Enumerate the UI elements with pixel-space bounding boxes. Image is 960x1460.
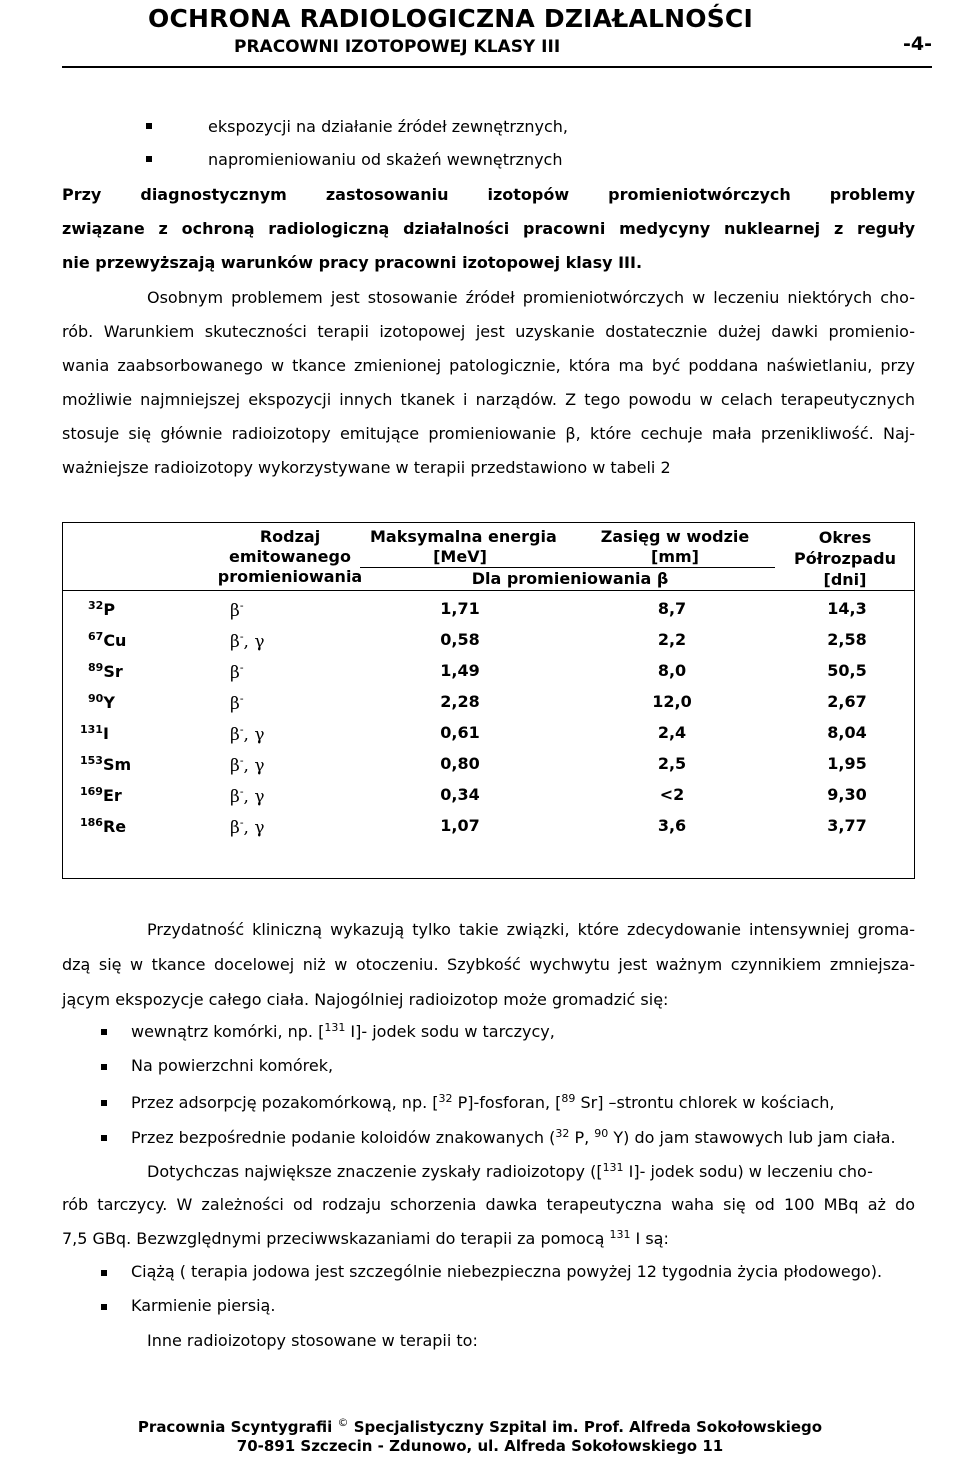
header-title: OCHRONA RADIOLOGICZNA DZIAŁALNOŚCI [148, 4, 753, 33]
isotope-cell: $^{67}$Cu [88, 630, 127, 650]
copyright-icon: © [337, 1416, 349, 1429]
isotope-cell: $^{32}$P [88, 599, 116, 619]
energy-cell: 0,34 [440, 785, 480, 804]
radiation-cell: β-, γ [230, 723, 265, 745]
halflife-cell: 1,95 [827, 754, 867, 773]
header-subtitle: PRACOWNI IZOTOPOWEJ KLASY III [234, 37, 561, 57]
top-bullet-1: ekspozycji na działanie źródeł zewnętrznych, [208, 117, 568, 136]
footer-line-2: 70-891 Szczecin - Zdunowo, ul. Alfreda Sokołowskiego 11 [236, 1437, 724, 1455]
bullet-square-icon [101, 1270, 107, 1276]
energy-cell: 1,07 [440, 816, 480, 835]
bold-paragraph-line: związane z ochroną radiologiczną działalności pracowni medycyny nuklearnej z reguły [62, 219, 915, 238]
isotope-cell: $^{153}$Sm [80, 754, 132, 774]
bullet-square-icon [101, 1135, 107, 1141]
energy-cell: 0,58 [440, 630, 480, 649]
halflife-cell: 8,04 [827, 723, 867, 742]
radiation-cell: β-, γ [230, 816, 265, 838]
bold-paragraph-line: nie przewyższają warunków pracy pracowni izotopowej klasy III. [62, 253, 643, 272]
isotope-cell: $^{169}$Er [80, 785, 122, 805]
bullet-square-icon [101, 1064, 107, 1070]
bullet-square-icon [101, 1304, 107, 1310]
isotope-cell: $^{90}$Y [88, 692, 115, 712]
isotope-cell: $^{186}$Re [80, 816, 127, 836]
header-half-life: Okres Półrozpadu [dni] [794, 528, 896, 589]
range-cell: <2 [659, 785, 685, 804]
paragraph-line: Osobnym problemem jest stosowanie źródeł promieniotwórczych w leczeniu niektórych cho- [147, 288, 915, 307]
energy-cell: 0,80 [440, 754, 480, 773]
radiation-cell: β- [230, 599, 244, 621]
bold-paragraph-line: Przy diagnostycznym zastosowaniu izotopów promieniotwórczych problemy [62, 185, 915, 204]
last-line: Inne radioizotopy stosowane w terapii to: [147, 1331, 478, 1350]
paragraph-line: Dotychczas największe znaczenie zyskały radioizotopy ([$^{131}$ I]- jodek sodu) w leczeniu cho- [147, 1161, 873, 1181]
paragraph-line: stosuje się głównie radioizotopy emitujące promieniowanie β, które cechuje mała przenikliwość. Naj- [62, 424, 915, 443]
page-number: -4- [903, 33, 932, 55]
bullet-square-icon [146, 156, 152, 162]
contra-bullet-2: Karmienie piersią. [131, 1296, 276, 1315]
table-header-divider [360, 567, 775, 568]
accum-bullet-4: Przez bezpośrednie podanie koloidów znakowanych ($^{32}$ P, $^{90}$ Y) do jam stawowych lub jam ciała. [131, 1127, 896, 1147]
paragraph-line: możliwie najmniejszej ekspozycji innych tkanek i narządów. Z tego powodu w celach terapeutycznych [62, 390, 915, 409]
energy-cell: 1,71 [440, 599, 480, 618]
top-bullet-2: napromieniowaniu od skażeń wewnętrznych [208, 150, 563, 169]
halflife-cell: 2,67 [827, 692, 867, 711]
paragraph-line: jącym ekspozycje całego ciała. Najogólniej radioizotop może gromadzić się: [62, 990, 669, 1009]
bullet-square-icon [146, 123, 152, 129]
accum-bullet-2: Na powierzchni komórek, [131, 1056, 334, 1075]
isotope-cell: $^{131}$I [80, 723, 109, 743]
paragraph-line: Przydatność kliniczną wykazują tylko takie związki, które zdecydowanie intensywniej groma- [147, 920, 915, 939]
range-cell: 2,2 [657, 630, 687, 649]
header-radiation-type: Rodzaj emitowanego promieniowania [217, 527, 363, 586]
bullet-square-icon [101, 1100, 107, 1106]
energy-cell: 0,61 [440, 723, 480, 742]
table-header-bottom-line [62, 590, 915, 591]
range-cell: 2,5 [657, 754, 687, 773]
halflife-cell: 2,58 [827, 630, 867, 649]
radiation-cell: β- [230, 661, 244, 683]
range-cell: 12,0 [652, 692, 692, 711]
radiation-cell: β-, γ [230, 785, 265, 807]
radiation-cell: β- [230, 692, 244, 714]
header-max-energy: Maksymalna energia [MeV] [370, 527, 557, 566]
accum-bullet-1: wewnątrz komórki, np. [$^{131}$ I]- jodek sodu w tarczycy, [131, 1021, 555, 1041]
energy-cell: 2,28 [440, 692, 480, 711]
header-rule [62, 66, 932, 68]
isotope-cell: $^{89}$Sr [88, 661, 123, 681]
range-cell: 2,4 [657, 723, 687, 742]
halflife-cell: 3,77 [827, 816, 867, 835]
radiation-cell: β-, γ [230, 630, 265, 652]
energy-cell: 1,49 [440, 661, 480, 680]
accum-bullet-3: Przez adsorpcję pozakomórkową, np. [$^{32}$ P]-fosforan, [$^{89}$ Sr] –strontu chlorek w kościach, [131, 1092, 835, 1112]
range-cell: 8,0 [657, 661, 687, 680]
paragraph-line: dzą się w tkance docelowej niż w otoczeniu. Szybkość wychwytu jest ważnym czynnikiem zmniejsza- [62, 955, 915, 974]
paragraph-line: 7,5 GBq. Bezwzględnymi przeciwwskazaniami do terapii za pomocą $^{131}$ I są: [62, 1228, 669, 1248]
footer-line-1: Pracownia Scyntygrafii © Specjalistyczny Szpital im. Prof. Alfreda Sokołowskiego [137, 1416, 823, 1436]
radiation-cell: β-, γ [230, 754, 265, 776]
header-beta-note: Dla promieniowania β [471, 569, 669, 588]
range-cell: 8,7 [657, 599, 687, 618]
bullet-square-icon [101, 1029, 107, 1035]
halflife-cell: 14,3 [827, 599, 867, 618]
paragraph-line: wania zaabsorbowanego w tkance zmienionej patologicznie, która ma być poddana naświetlaniu, przy [62, 356, 915, 375]
header-water-range: Zasięg w wodzie [mm] [600, 527, 750, 566]
halflife-cell: 50,5 [827, 661, 867, 680]
contra-bullet-1: Ciążą ( terapia jodowa jest szczególnie niebezpieczna powyżej 12 tygodnia życia płodowego). [131, 1262, 883, 1281]
paragraph-line: rób. Warunkiem skuteczności terapii izotopowej jest uzyskanie dostatecznie dużej dawki promienio- [62, 322, 915, 341]
halflife-cell: 9,30 [827, 785, 867, 804]
paragraph-line: rób tarczycy. W zależności od rodzaju schorzenia dawka terapeutyczna waha się od 100 MBq aż do [62, 1195, 915, 1214]
range-cell: 3,6 [657, 816, 687, 835]
paragraph-line: ważniejsze radioizotopy wykorzystywane w terapii przedstawiono w tabeli 2 [62, 458, 671, 477]
